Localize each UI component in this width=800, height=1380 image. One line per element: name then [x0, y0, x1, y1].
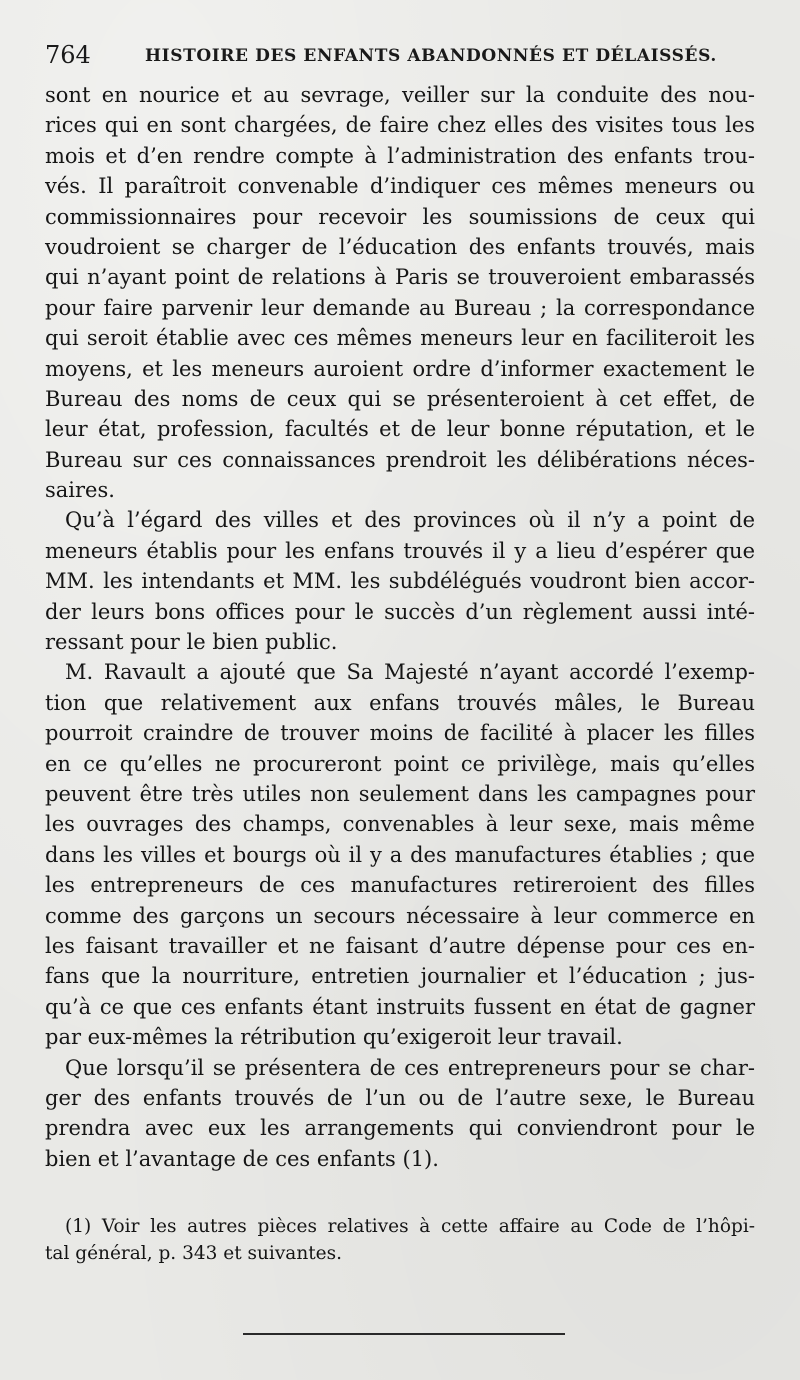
text-line: commissionnaires pour recevoir les soumissions de ceux qui	[45, 204, 755, 229]
footnote	[45, 1213, 755, 1267]
text-line: qu’à ce que ces enfants étant instruits fussent en état de gagner	[45, 994, 755, 1019]
text-line: comme des garçons un secours nécessaire à leur commerce en	[45, 903, 755, 928]
text-line: en ce qu’elles ne procureront point ce privilège, mais qu’elles	[45, 751, 755, 776]
text-line: Bureau sur ces connaissances prendroit les délibérations néces-	[45, 447, 755, 472]
text-line: peuvent être très utiles non seulement dans les campagnes pour	[45, 781, 755, 806]
text-line: voudroient se charger de l’éducation des enfants trouvés, mais	[45, 234, 755, 259]
text-line: der leurs bons offices pour le succès d’un règlement aussi inté-	[45, 599, 755, 624]
paragraph-first-line: M. Ravault a ajouté que Sa Majesté n’ayant accordé l’exemp-	[65, 660, 755, 685]
paragraph-first-line: Qu’à l’égard des villes et des provinces où il n’y a point de	[65, 508, 755, 533]
text-line: saires.	[45, 478, 115, 503]
text-line: sont en nourice et au sevrage, veiller sur la conduite des nou-	[45, 83, 755, 107]
bottom-rule	[243, 1333, 565, 1335]
text-line: moyens, et les meneurs auroient ordre d’informer exactement le	[45, 356, 755, 381]
text-line: vés. Il paraîtroit convenable d’indiquer ces mêmes meneurs ou	[45, 174, 755, 199]
paragraph-first-line: Que lorsqu’il se présentera de ces entrepreneurs pour se char-	[65, 1055, 755, 1080]
text-line: Bureau des noms de ceux qui se présenteroient à cet effet, de	[45, 386, 755, 411]
text-line: les faisant travailler et ne faisant d’autre dépense pour ces en-	[45, 933, 755, 958]
text-line: prendra avec eux les arrangements qui conviendront pour le	[45, 1116, 755, 1141]
text-line: tion que relativement aux enfans trouvés mâles, le Bureau	[45, 690, 755, 715]
text-line: MM. les intendants et MM. les subdélégués voudront bien accor-	[45, 569, 755, 594]
page-number: 764	[45, 41, 91, 69]
body-text	[45, 80, 755, 1174]
text-line: pour faire parvenir leur demande au Bureau ; la correspondance	[45, 295, 755, 320]
page-header	[45, 38, 755, 72]
text-line: ressant pour le bien public.	[45, 630, 338, 655]
text-line: dans les villes et bourgs où il y a des manufactures établies ; que	[45, 842, 755, 867]
text-line: rices qui en sont chargées, de faire chez elles des visites tous les	[45, 113, 755, 138]
text-line: meneurs établis pour les enfans trouvés il y a lieu d’espérer que	[45, 538, 755, 563]
text-line: ger des enfants trouvés de l’un ou de l’autre sexe, le Bureau	[45, 1085, 755, 1110]
text-line: les ouvrages des champs, convenables à leur sexe, mais même	[45, 812, 755, 837]
footnote-line: tal général, p. 343 et suivantes.	[45, 1243, 343, 1264]
running-title: HISTOIRE DES ENFANTS ABANDONNÉS ET DÉLAISSÉS.	[145, 46, 717, 66]
text-line: par eux-mêmes la rétribution qu’exigeroit leur travail.	[45, 1025, 623, 1050]
text-line: pourroit craindre de trouver moins de facilité à placer les filles	[45, 721, 755, 746]
text-line: qui n’ayant point de relations à Paris se trouveroient embarassés	[45, 265, 755, 290]
text-line: qui seroit établie avec ces mêmes meneurs leur en faciliteroit les	[45, 326, 755, 351]
footnote-line: (1) Voir les autres pièces relatives à cette affaire au Code de l’hôpi-	[65, 1216, 755, 1237]
text-line: leur état, profession, facultés et de leur bonne réputation, et le	[45, 417, 755, 442]
text-line: fans que la nourriture, entretien journalier et l’éducation ; jus-	[45, 964, 755, 989]
text-line: les entrepreneurs de ces manufactures retireroient des filles	[45, 873, 755, 898]
text-line: bien et l’avantage de ces enfants (1).	[45, 1146, 439, 1171]
text-line: mois et d’en rendre compte à l’administration des enfants trou-	[45, 143, 755, 168]
